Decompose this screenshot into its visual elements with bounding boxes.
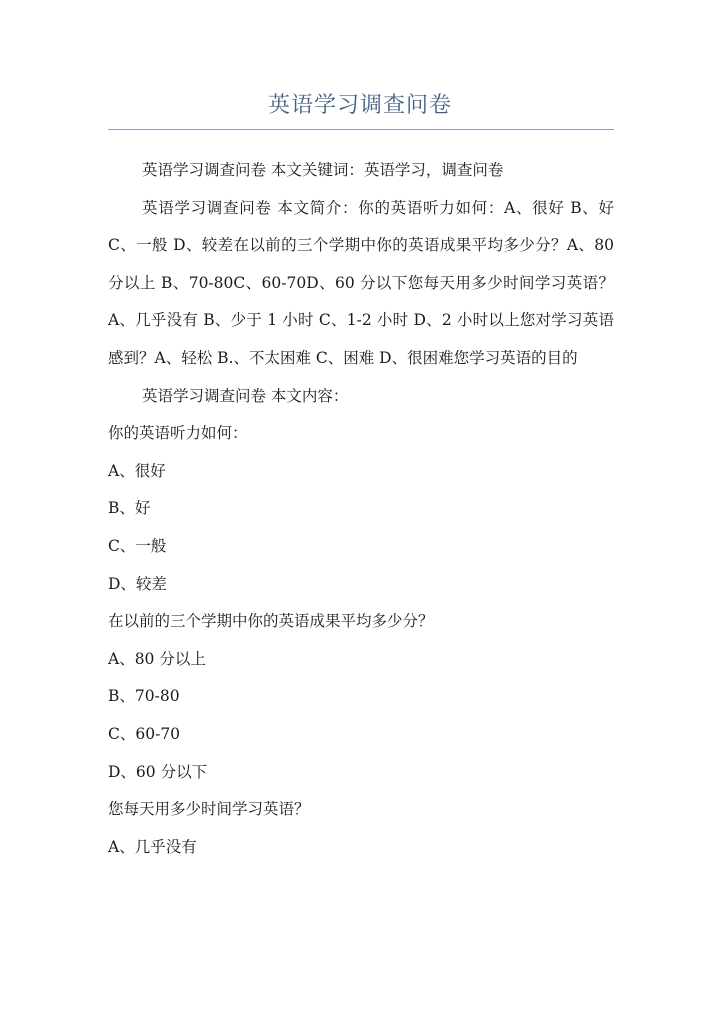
summary-paragraph: 英语学习调查问卷 本文简介：你的英语听力如何：A、很好 B、好 C、一般 D、较差在以前的三个学期中你的英语成果平均多少分？A、80 分以上 B、70-80C、60-70D、60 分以下您每天用多少时间学习英语？A、几乎没有 B、少于 1 小时 C、1-2 小时 D、2 小时以上您对学习英语感到？A、轻松 B.、不太困难 C、困难 D、很困难您学习英语的目的 xyxy=(108,198,614,367)
option-1b: B、好 xyxy=(108,499,151,518)
option-2c: C、60-70 xyxy=(108,724,181,743)
option-2b: B、70-80 xyxy=(108,687,180,706)
option-2a: A、80 分以上 xyxy=(108,649,206,668)
document-body xyxy=(108,152,614,866)
content-heading: 英语学习调查问卷 本文内容： xyxy=(142,386,349,405)
option-3a: A、几乎没有 xyxy=(108,837,197,856)
option-1c: C、一般 xyxy=(108,536,167,555)
keywords-line: 英语学习调查问卷 本文关键词：英语学习，调查问卷 xyxy=(142,161,504,179)
option-1a: A、很好 xyxy=(108,461,166,480)
title-divider xyxy=(108,129,614,130)
option-2d: D、60 分以下 xyxy=(108,762,208,781)
question-3: 您每天用多少时间学习英语？ xyxy=(108,800,310,819)
document-title: 英语学习调查问卷 xyxy=(267,93,452,118)
question-2: 在以前的三个学期中你的英语成果平均多少分？ xyxy=(108,612,434,631)
question-1: 你的英语听力如何： xyxy=(108,424,248,443)
option-1d: D、较差 xyxy=(108,574,167,593)
